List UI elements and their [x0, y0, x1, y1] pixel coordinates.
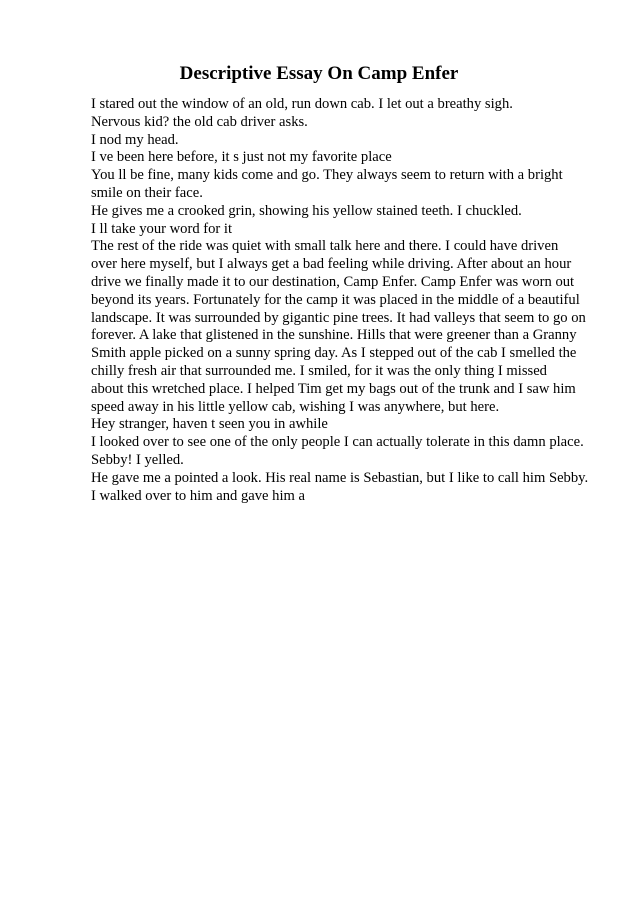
body-line: Smith apple picked on a sunny spring day. As I stepped out of the cab I smelled the: [91, 345, 577, 362]
document-body: [91, 96, 611, 505]
body-line: Nervous kid? the old cab driver asks.: [91, 113, 308, 130]
body-line: You ll be fine, many kids come and go. They always seem to return with a bright: [91, 167, 563, 184]
body-line: I ll take your word for it: [91, 220, 233, 237]
body-line: speed away in his little yellow cab, wishing I was anywhere, but here.: [91, 398, 500, 415]
body-line: beyond its years. Fortunately for the camp it was placed in the middle of a beautiful: [91, 291, 580, 308]
body-line: Hey stranger, haven t seen you in awhile: [91, 416, 328, 433]
body-line: chilly fresh air that surrounded me. I smiled, for it was the only thing I missed: [91, 362, 547, 379]
body-line: smile on their face.: [91, 184, 203, 201]
body-line: Sebby! I yelled.: [91, 451, 184, 468]
body-line: forever. A lake that glistened in the sunshine. Hills that were greener than a Granny: [91, 327, 577, 344]
body-line: I looked over to see one of the only people I can actually tolerate in this damn place.: [91, 434, 584, 451]
body-line: I nod my head.: [91, 131, 179, 148]
body-line: over here myself, but I always get a bad feeling while driving. After about an hour: [91, 256, 572, 273]
body-line: I stared out the window of an old, run down cab. I let out a breathy sigh.: [91, 96, 513, 112]
body-line: I ve been here before, it s just not my favorite place: [91, 149, 392, 166]
body-line: I walked over to him and gave him a: [91, 487, 305, 504]
document-title: Descriptive Essay On Camp Enfer: [179, 63, 459, 84]
body-line: about this wretched place. I helped Tim get my bags out of the trunk and I saw him: [91, 380, 576, 397]
body-line: landscape. It was surrounded by gigantic pine trees. It had valleys that seem to go on: [91, 309, 586, 326]
body-line: He gave me a pointed a look. His real name is Sebastian, but I like to call him Sebby.: [91, 469, 589, 486]
body-line: drive we finally made it to our destination, Camp Enfer. Camp Enfer was worn out: [91, 273, 575, 290]
body-line: He gives me a crooked grin, showing his yellow stained teeth. I chuckled.: [91, 202, 522, 219]
body-line: The rest of the ride was quiet with small talk here and there. I could have driven: [91, 238, 559, 255]
